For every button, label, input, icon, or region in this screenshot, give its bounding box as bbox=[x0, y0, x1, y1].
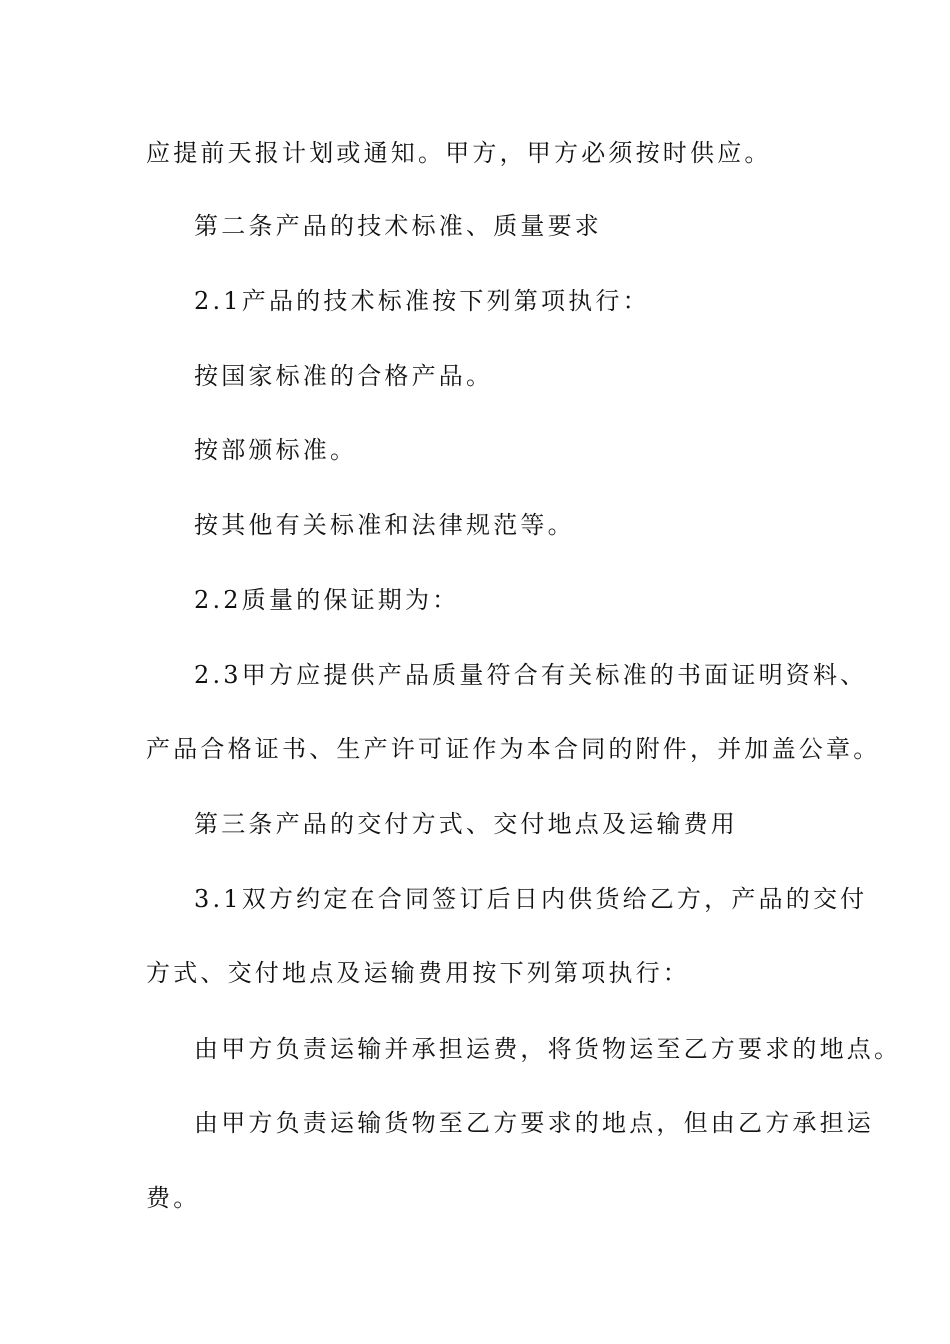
text-line: 由甲方负责运输并承担运费，将货物运至乙方要求的地点。 bbox=[194, 1035, 902, 1063]
section-heading: 第三条产品的交付方式、交付地点及运输费用 bbox=[194, 810, 738, 838]
text-line: 应提前天报计划或通知。甲方，甲方必须按时供应。 bbox=[146, 139, 772, 167]
text-line: 产品合格证书、生产许可证作为本合同的附件，并加盖公章。 bbox=[146, 735, 881, 763]
text-line: 按部颁标准。 bbox=[194, 436, 358, 464]
text-line: 2.2质量的保证期为： bbox=[194, 586, 460, 614]
text-line: 2.3甲方应提供产品质量符合有关标准的书面证明资料、 bbox=[194, 661, 868, 689]
text-line: 2.1产品的技术标准按下列第项执行： bbox=[194, 287, 650, 315]
text-line: 按其他有关标准和法律规范等。 bbox=[194, 511, 575, 539]
text-line: 方式、交付地点及运输费用按下列第项执行： bbox=[146, 959, 690, 987]
section-heading: 第二条产品的技术标准、质量要求 bbox=[194, 212, 602, 240]
text-line: 费。 bbox=[146, 1184, 201, 1212]
text-line: 按国家标准的合格产品。 bbox=[194, 362, 494, 390]
text-line: 3.1双方约定在合同签订后日内供货给乙方，产品的交付 bbox=[194, 885, 868, 913]
text-line: 由甲方负责运输货物至乙方要求的地点，但由乙方承担运 bbox=[194, 1109, 874, 1137]
